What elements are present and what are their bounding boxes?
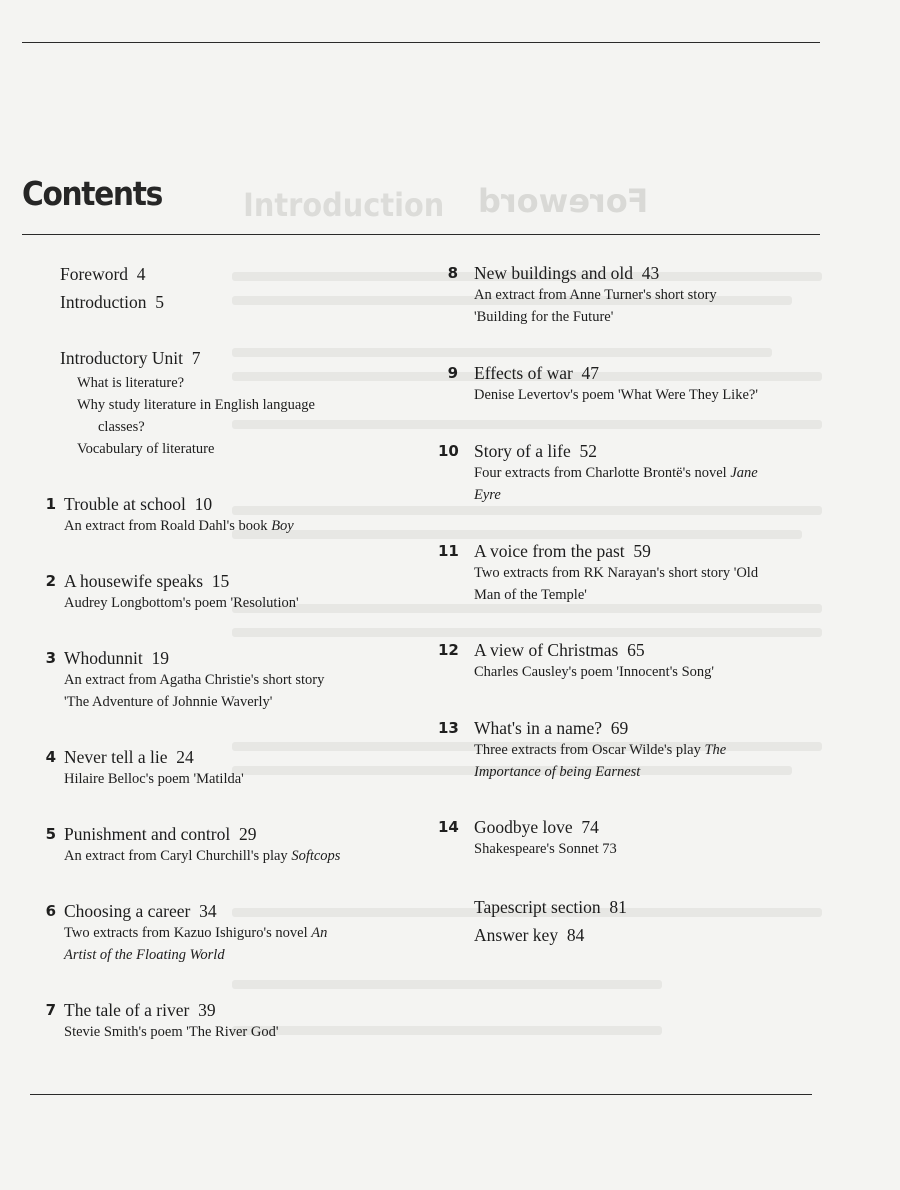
toc-unit xyxy=(32,647,412,713)
unit-description: Two extracts from Kazuo Ishiguro's novel xyxy=(64,925,308,941)
unit-page: 43 xyxy=(641,263,660,283)
unit-number: 5 xyxy=(45,825,56,843)
unit-page: 47 xyxy=(581,363,600,383)
unit-title: Punishment and control xyxy=(64,824,231,844)
unit-title: What's in a name? xyxy=(474,718,603,738)
unit-page: 19 xyxy=(151,648,169,668)
toc-unit xyxy=(438,639,828,683)
toc-entry-page: 84 xyxy=(566,925,585,945)
unit-page: 59 xyxy=(633,541,651,561)
toc-subentry: classes? xyxy=(98,419,145,435)
page-title: Contents xyxy=(22,174,162,213)
unit-description: An extract from Anne Turner's short story xyxy=(474,287,717,303)
unit-title: Choosing a career xyxy=(64,901,191,921)
toc-entry-label: Tapescript section xyxy=(474,897,601,917)
toc-unit xyxy=(438,540,828,606)
unit-title: A view of Christmas xyxy=(474,640,619,660)
unit-number: 6 xyxy=(45,902,56,920)
unit-description-title: Boy xyxy=(271,518,294,534)
unit-description: Audrey Longbottom's poem 'Resolution' xyxy=(64,595,299,611)
toc-entry-label: Introductory Unit xyxy=(60,348,183,368)
unit-title: Story of a life xyxy=(474,441,571,461)
unit-title: Whodunnit xyxy=(64,648,143,668)
toc-unit xyxy=(438,816,828,860)
unit-description: Four extracts from Charlotte Brontë's novel xyxy=(474,465,727,481)
unit-description-title: Eyre xyxy=(474,487,501,503)
toc-entry-tapescript xyxy=(438,893,828,921)
unit-number: 1 xyxy=(45,495,56,513)
unit-description-title: Importance of being Earnest xyxy=(474,764,641,780)
unit-number: 9 xyxy=(447,364,458,382)
toc-unit xyxy=(32,493,412,537)
unit-description: An extract from Roald Dahl's book xyxy=(64,518,268,534)
toc-unit xyxy=(438,362,828,406)
toc-unit xyxy=(32,823,412,867)
toc-entry-answer-key xyxy=(438,921,828,949)
bottom-rule xyxy=(30,1094,812,1095)
unit-title: Never tell a lie xyxy=(64,747,168,767)
unit-number: 10 xyxy=(438,442,459,460)
unit-number: 4 xyxy=(45,748,56,766)
unit-description-title: Artist of the Floating World xyxy=(64,947,225,963)
contents-left-column xyxy=(32,260,412,1043)
unit-page: 74 xyxy=(581,817,599,837)
unit-page: 29 xyxy=(238,824,257,844)
bleed-through-heading: Introduction xyxy=(243,186,445,224)
unit-page: 15 xyxy=(211,571,230,591)
toc-entry-foreword xyxy=(32,260,412,288)
unit-title: The tale of a river xyxy=(64,1000,190,1020)
unit-description: Two extracts from RK Narayan's short story 'Old xyxy=(474,565,759,581)
toc-unit xyxy=(438,717,828,783)
unit-description: Hilaire Belloc's poem 'Matilda' xyxy=(64,771,244,787)
toc-entry-label: Answer key xyxy=(474,925,559,945)
bleed-through-heading: Foreword xyxy=(478,182,649,220)
unit-page: 34 xyxy=(199,901,217,921)
toc-unit xyxy=(438,440,828,506)
unit-number: 7 xyxy=(45,1001,56,1019)
toc-entry-label: Foreword xyxy=(60,264,129,284)
unit-number: 2 xyxy=(45,572,56,590)
toc-entry-introduction xyxy=(32,288,412,316)
toc-unit xyxy=(32,900,412,966)
toc-entry-label: Introduction xyxy=(60,292,147,312)
toc-unit xyxy=(32,746,412,790)
unit-title: New buildings and old xyxy=(474,263,633,283)
contents-right-column xyxy=(438,262,828,949)
unit-description-title: Softcops xyxy=(291,848,341,864)
toc-subentry: Why study literature in English language xyxy=(77,397,315,413)
unit-description: Shakespeare's Sonnet 73 xyxy=(474,841,617,857)
title-rule xyxy=(22,234,820,235)
unit-title: A voice from the past xyxy=(474,541,625,561)
toc-entry-page: 7 xyxy=(191,348,201,368)
unit-description-title: The xyxy=(704,742,727,758)
toc-entry-introductory-unit xyxy=(32,344,412,372)
toc-subentry: What is literature? xyxy=(77,375,185,391)
top-rule xyxy=(22,42,820,43)
unit-page: 52 xyxy=(579,441,597,461)
unit-description: An extract from Agatha Christie's short story xyxy=(64,672,325,688)
unit-description: Man of the Temple' xyxy=(474,587,587,603)
unit-description: Stevie Smith's poem 'The River God' xyxy=(64,1024,279,1040)
unit-description-title: An xyxy=(311,925,328,941)
unit-number: 11 xyxy=(438,542,459,560)
toc-unit xyxy=(32,999,412,1043)
unit-description: Three extracts from Oscar Wilde's play xyxy=(474,742,701,758)
unit-number: 8 xyxy=(447,264,458,282)
unit-description: Charles Causley's poem 'Innocent's Song' xyxy=(474,664,715,680)
unit-page: 10 xyxy=(194,494,213,514)
toc-entry-page: 4 xyxy=(136,264,146,284)
unit-number: 13 xyxy=(438,719,459,737)
unit-description: An extract from Caryl Churchill's play xyxy=(64,848,288,864)
unit-description: 'Building for the Future' xyxy=(474,309,614,325)
unit-title: A housewife speaks xyxy=(64,571,204,591)
toc-unit xyxy=(32,570,412,614)
toc-entry-page: 81 xyxy=(609,897,627,917)
unit-page: 39 xyxy=(198,1000,216,1020)
unit-page: 65 xyxy=(627,640,645,660)
unit-number: 14 xyxy=(438,818,459,836)
unit-number: 12 xyxy=(438,641,459,659)
unit-title: Effects of war xyxy=(474,363,573,383)
toc-entry-page: 5 xyxy=(155,292,165,312)
unit-title: Goodbye love xyxy=(474,817,573,837)
toc-unit xyxy=(438,262,828,328)
unit-description-title: Jane xyxy=(730,465,758,481)
unit-description: 'The Adventure of Johnnie Waverly' xyxy=(64,694,273,710)
unit-number: 3 xyxy=(45,649,56,667)
toc-subentry: Vocabulary of literature xyxy=(77,441,215,457)
unit-title: Trouble at school xyxy=(64,494,186,514)
unit-page: 24 xyxy=(176,747,194,767)
unit-description: Denise Levertov's poem 'What Were They Like?' xyxy=(474,387,758,403)
unit-page: 69 xyxy=(610,718,629,738)
